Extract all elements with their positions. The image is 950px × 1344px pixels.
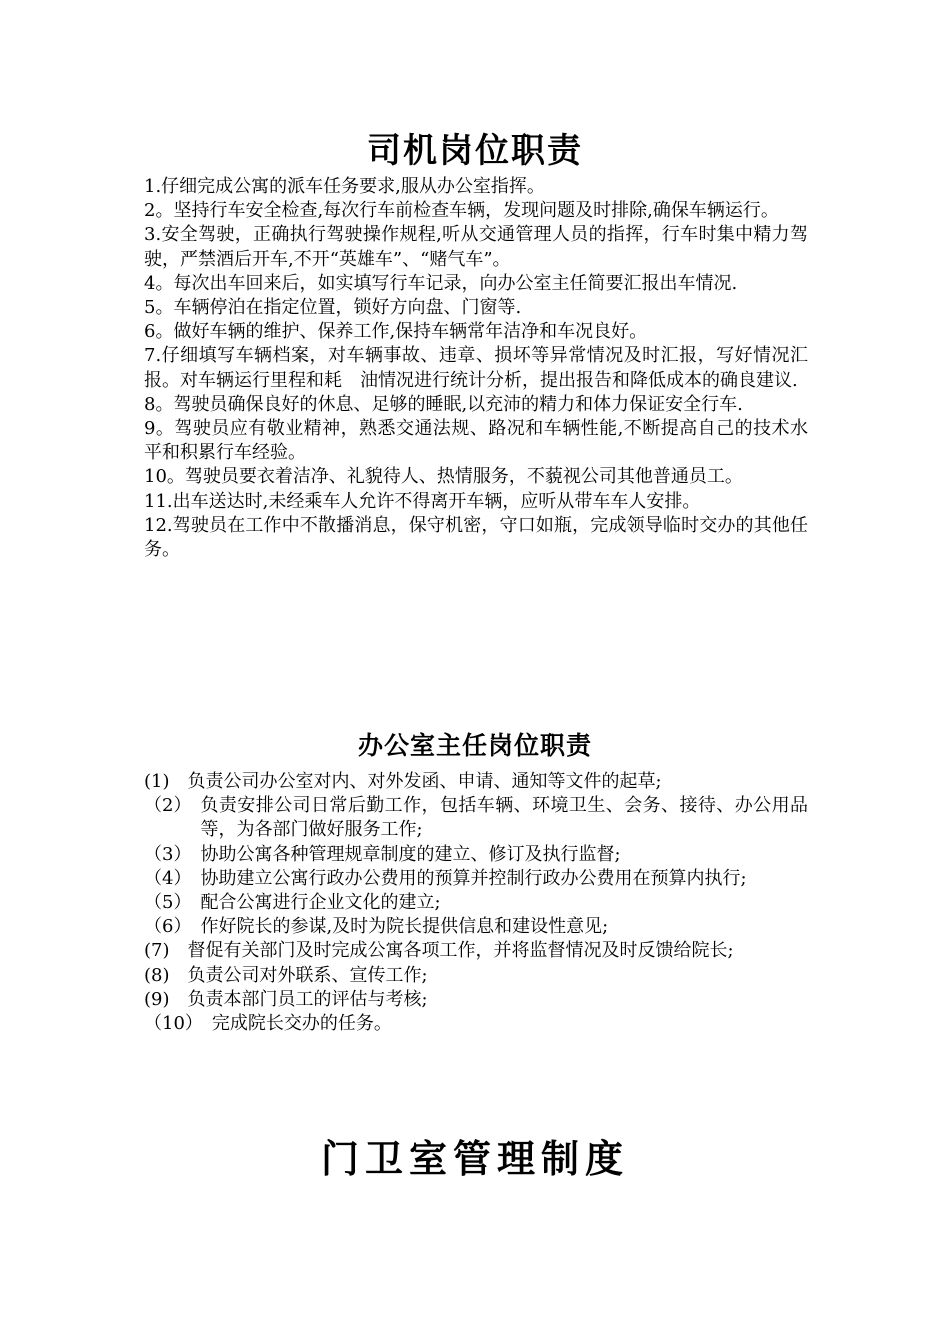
- driver-duty-item: 10。驾驶员要衣着洁净、礼貌待人、热情服务，不藐视公司其他普通员工。: [144, 466, 743, 488]
- office-duty-item: [144, 1012, 808, 1036]
- office-duty-text: 负责本部门员工的评估与考核;: [187, 988, 428, 1010]
- office-duty-text: 协助建立公寓行政办公费用的预算并控制行政办公费用在预算内执行;: [200, 867, 747, 889]
- office-duty-item: [144, 939, 808, 963]
- office-duty-text: 配合公寓进行企业文化的建立;: [200, 892, 441, 914]
- office-duty-text: 负责公司对外联系、宣传工作;: [187, 964, 428, 986]
- office-duty-number: （6）: [144, 916, 201, 938]
- gate-room-rules-title: 门卫室管理制度: [320, 1137, 629, 1181]
- driver-duties-list: [144, 175, 808, 562]
- driver-duty-item: 12.驾驶员在工作中不散播消息，保守机密，守口如瓶，完成领导临时交办的其他任务。: [144, 514, 808, 561]
- office-duty-item: [144, 867, 808, 891]
- driver-duty-item: 3.安全驾驶，正确执行驾驶操作规程,听从交通管理人员的指挥，行车时集中精力驾驶，严禁酒后开车,不开“英雄车”、“赌气车”。: [144, 224, 808, 270]
- office-duty-item: [144, 891, 808, 915]
- office-duty-item: [144, 915, 808, 939]
- office-duty-item: [144, 770, 808, 794]
- driver-duty-item: 8。驾驶员确保良好的休息、足够的睡眠,以充沛的精力和体力保证安全行车.: [144, 393, 743, 415]
- driver-duty-item: 1.仔细完成公寓的派车任务要求,服从办公室指挥。: [144, 176, 545, 197]
- office-duty-item: [144, 843, 808, 867]
- office-duty-number: (9): [144, 988, 188, 1010]
- driver-duty-item: 5。车辆停泊在指定位置，锁好方向盘、门窗等.: [144, 297, 522, 319]
- office-duty-item: [144, 794, 808, 842]
- driver-duty-item: 11.出车送达时,未经乘车人允许不得离开车辆，应听从带车车人安排。: [144, 490, 701, 512]
- office-duty-item: [144, 964, 808, 988]
- office-duty-number: （10）: [144, 1013, 212, 1035]
- driver-duty-item: 2。坚持行车安全检查,每次行车前检查车辆，发现问题及时排除,确保车辆运行。: [144, 200, 779, 222]
- driver-duty-item: 6。做好车辆的维护、保养工作,保持车辆常年洁净和车况良好。: [144, 321, 648, 343]
- office-duty-number: (7): [144, 940, 188, 962]
- driver-duty-item: 4。每次出车回来后，如实填写行车记录，向办公室主任简要汇报出车情况.: [144, 272, 738, 294]
- office-director-duties-title: 办公室主任岗位职责: [357, 731, 592, 760]
- office-duty-text: 督促有关部门及时完成公寓各项工作，并将监督情况及时反馈给院长;: [187, 940, 734, 962]
- office-duty-text: 协助公寓各种管理规章制度的建立、修订及执行监督;: [200, 843, 621, 865]
- office-director-duties-list: [144, 770, 808, 1036]
- office-duty-number: （3）: [144, 843, 201, 865]
- office-duty-number: (1): [144, 771, 188, 792]
- office-duty-number: （4）: [144, 867, 201, 889]
- office-duty-number: （2）: [144, 795, 201, 817]
- office-duty-text: 完成院长交办的任务。: [211, 1013, 392, 1035]
- office-duty-number: （5）: [144, 892, 201, 914]
- office-duty-text: 作好院长的参谋,及时为院长提供信息和建设性意见;: [200, 916, 609, 938]
- office-duty-number: (8): [144, 964, 188, 986]
- office-duty-text: 负责公司办公室对内、对外发函、申请、通知等文件的起草;: [187, 771, 662, 792]
- driver-duty-item: 7.仔细填写车辆档案，对车辆事故、违章、损坏等异常情况及时汇报，写好情况汇报。对车辆运行里程和耗 油情况进行统计分析，提出报告和降低成本的确良建议.: [144, 345, 808, 391]
- office-duty-text: 负责安排公司日常后勤工作，包括车辆、环境卫生、会务、接待、办公用品等，为各部门做好服务工作;: [200, 795, 808, 841]
- office-duty-item: [144, 988, 808, 1012]
- driver-duties-title: 司机岗位职责: [367, 131, 583, 171]
- driver-duty-item: 9。驾驶员应有敬业精神，熟悉交通法规、路况和车辆性能,不断提高自己的技术水平和积累行车经验。: [144, 418, 808, 464]
